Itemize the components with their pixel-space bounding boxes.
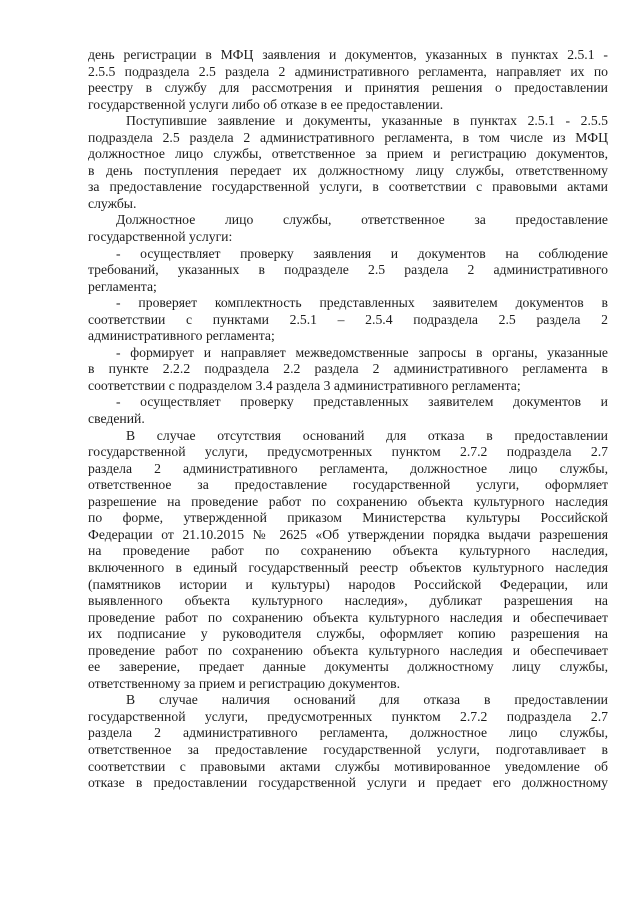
list-item-check-application — [88, 246, 608, 296]
text-line: отказе в предоставлении государственной услуги и предает его должностному — [88, 775, 608, 791]
text-line: по форме, утвержденной приказом Министерства культуры Российской — [88, 510, 608, 526]
paragraph-grounds-for-refusal — [88, 692, 608, 791]
text-line: выявленного объекта культурного наследия», дубликат разрешения на — [88, 593, 608, 609]
list-item-interdepartmental-requests — [88, 345, 608, 395]
text-line: В случае наличия оснований для отказа в предоставлении — [126, 692, 608, 708]
text-line: в пункте 2.2.2 подраздела 2.2 раздела 2 административного регламента в — [88, 361, 608, 377]
text-line: Федерации от 21.10.2015 № 2625 «Об утверждении порядка выдачи разрешения — [88, 526, 608, 542]
text-line: подраздела 2.5 раздела 2 административного регламента, в том числе из МФЦ — [88, 129, 608, 145]
text-line: - осуществляет проверку представленных заявителем документов и — [116, 394, 608, 410]
document-text — [88, 47, 608, 792]
text-line: В случае отсутствия оснований для отказа в предоставлении — [126, 427, 608, 443]
text-line: регламента; — [88, 278, 157, 294]
text-line: государственной услуги либо об отказе в ее предоставлении. — [88, 96, 444, 112]
text-line: Должностное лицо службы, ответственное за предоставление — [116, 212, 608, 228]
text-line: соответствии с правовыми актами службы мотивированное уведомление об — [88, 758, 608, 774]
text-line: сведений. — [88, 411, 145, 427]
text-line: реестру в службу для рассмотрения и принятия решения о предоставлении — [88, 80, 608, 96]
text-line: соответствии с пунктами 2.5.1 – 2.5.4 подраздела 2.5 раздела 2 — [88, 311, 608, 327]
text-line: проведение работ по сохранению объекта культурного наследия и обеспечивает — [88, 642, 608, 658]
text-line: должностное лицо службы, ответственное за прием и регистрацию документов, — [88, 146, 608, 162]
text-line: их подписание у руководителя службы, оформляет копию разрешения на — [88, 626, 608, 642]
text-line: государственной услуги, предусмотренных пунктом 2.7.2 подраздела 2.7 — [88, 708, 608, 724]
text-line: государственной услуги: — [88, 229, 233, 245]
text-line: ответственное за предоставление государственной услуги, оформляет — [88, 477, 608, 493]
text-line: ее заверение, предает данные документы должностному лицу службы, — [88, 659, 608, 675]
text-line: государственной услуги, предусмотренных пунктом 2.7.2 подраздела 2.7 — [88, 444, 608, 460]
text-line: (памятников истории и культуры) народов Российской Федерации, или — [88, 576, 608, 592]
text-line: - осуществляет проверку заявления и документов на соблюдение — [116, 245, 608, 261]
text-line: требований, указанных в подразделе 2.5 раздела 2 административного — [88, 262, 608, 278]
text-line: соответствии с подразделом 3.4 раздела 3 административного регламента; — [88, 377, 521, 393]
list-item-check-submitted-documents — [88, 394, 608, 427]
text-line: раздела 2 административного регламента, должностное лицо службы, — [88, 460, 608, 476]
text-line: день регистрации в МФЦ заявления и документов, указанных в пунктах 2.5.1 - — [88, 47, 608, 62]
text-line: - формирует и направляет межведомственные запросы в органы, указанные — [116, 344, 608, 360]
text-line: разрешение на проведение работ по сохранению объекта культурного наследия — [88, 493, 608, 509]
text-line: ответственное за предоставление государственной услуги, подготавливает в — [88, 741, 608, 757]
paragraph-submission-to-service — [88, 47, 608, 113]
text-line: ответственному за прием и регистрацию документов. — [88, 675, 401, 691]
text-line: - проверяет комплектность представленных заявителем документов в — [116, 295, 608, 311]
text-line: раздела 2 административного регламента, должностное лицо службы, — [88, 725, 608, 741]
text-line: проведение работ по сохранению объекта культурного наследия и обеспечивает — [88, 609, 608, 625]
text-line: в день поступления передает их должностному лицу службы, ответственному — [88, 162, 608, 178]
text-line: административного регламента; — [88, 328, 275, 344]
text-line: Поступившие заявление и документы, указанные в пунктах 2.5.1 - 2.5.5 — [126, 113, 608, 129]
text-line: за предоставление государственной услуги, в соответствии с правовыми актами — [88, 179, 608, 195]
paragraph-no-grounds-for-refusal — [88, 428, 608, 693]
paragraph-official-duties-intro — [88, 212, 608, 245]
list-item-check-completeness — [88, 295, 608, 345]
text-line: на проведение работ по сохранению объекта культурного наследия, — [88, 543, 608, 559]
text-line: службы. — [88, 195, 137, 211]
paragraph-received-documents — [88, 113, 608, 212]
text-line: 2.5.5 подраздела 2.5 раздела 2 административного регламента, направляет их по — [88, 63, 608, 79]
text-line: включенного в единый государственный реестр объектов культурного наследия — [88, 559, 608, 575]
